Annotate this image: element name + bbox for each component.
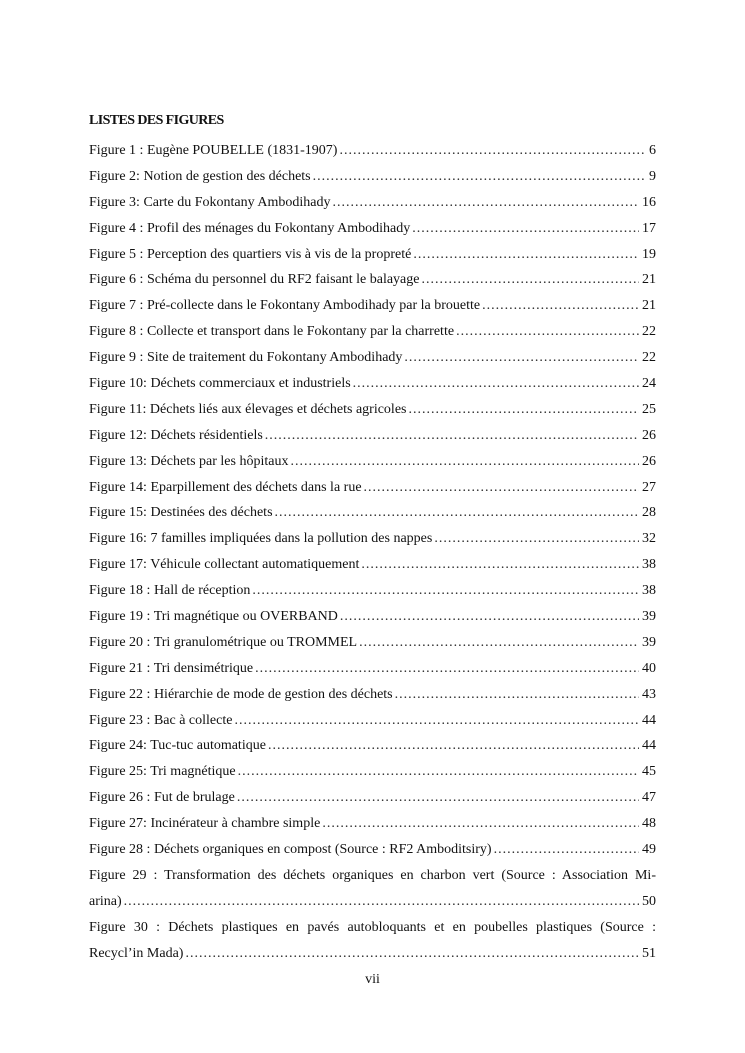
dot-leader — [265, 423, 639, 449]
dot-leader — [275, 500, 639, 526]
dot-leader — [252, 578, 639, 604]
figure-title: Figure 2: Notion de gestion des déchets — [89, 168, 311, 184]
figure-title: Figure 26 : Fut de brulage — [89, 790, 235, 806]
figure-entry[interactable] — [89, 423, 656, 449]
figure-title: Figure 7 : Pré-collecte dans le Fokontany Ambodihady par la brouette — [89, 298, 481, 314]
figure-entry[interactable] — [89, 449, 656, 475]
dot-leader — [421, 267, 639, 293]
dot-leader — [361, 552, 639, 578]
figure-entry[interactable] — [89, 242, 656, 268]
figure-title: Figure 12: Déchets résidentiels — [89, 427, 263, 443]
figure-entry[interactable] — [89, 837, 656, 863]
figure-entry[interactable] — [89, 293, 656, 319]
figure-entry[interactable] — [89, 138, 656, 164]
dot-leader — [494, 837, 639, 863]
figure-title: Figure 5 : Perception des quartiers vis à vis de la propreté — [89, 246, 412, 262]
figure-title: Figure 25: Tri magnétique — [89, 764, 236, 780]
figure-entry[interactable] — [89, 811, 656, 837]
figure-entry[interactable] — [89, 733, 656, 759]
figure-page-number: 28 — [642, 505, 656, 521]
figure-title: Figure 18 : Hall de réception — [89, 583, 251, 599]
figure-entry[interactable] — [89, 164, 656, 190]
figure-page-number: 38 — [642, 557, 656, 573]
figure-page-number: 9 — [649, 168, 656, 184]
dot-leader — [395, 682, 639, 708]
figure-entry-wrapped[interactable] — [89, 915, 656, 967]
dot-leader — [237, 785, 639, 811]
figure-page-number: 6 — [649, 143, 656, 158]
dot-leader — [255, 656, 639, 682]
dot-leader — [340, 604, 639, 630]
figure-page-number: 50 — [642, 893, 656, 909]
figure-page-number: 27 — [642, 479, 656, 495]
figure-page-number: 39 — [642, 609, 656, 625]
figure-entry[interactable] — [89, 345, 656, 371]
dot-leader — [290, 449, 639, 475]
figure-entry[interactable] — [89, 630, 656, 656]
figure-page-number: 25 — [642, 401, 656, 417]
figure-title: Figure 10: Déchets commerciaux et industriels — [89, 376, 351, 392]
list-of-figures-heading: LISTES DES FIGURES — [89, 113, 224, 128]
figure-page-number: 40 — [642, 660, 656, 676]
dot-leader — [339, 138, 646, 164]
dot-leader — [234, 708, 639, 734]
figure-title: Figure 24: Tuc-tuc automatique — [89, 738, 266, 754]
figure-entry[interactable] — [89, 267, 656, 293]
figure-title: Figure 4 : Profil des ménages du Fokontany Ambodihady — [89, 220, 411, 236]
figure-page-number: 32 — [642, 531, 656, 547]
figure-title: Figure 11: Déchets liés aux élevages et déchets agricoles — [89, 401, 407, 417]
figure-title: Figure 28 : Déchets organiques en compost (Source : RF2 Amboditsiry) — [89, 842, 492, 858]
figure-entry[interactable] — [89, 708, 656, 734]
figure-entry[interactable] — [89, 785, 656, 811]
figure-page-number: 47 — [642, 790, 656, 806]
figure-title: Figure 20 : Tri granulométrique ou TROMMEL — [89, 634, 358, 650]
figure-title: Figure 6 : Schéma du personnel du RF2 faisant le balayage — [89, 272, 420, 288]
figure-title: Figure 15: Destinées des déchets — [89, 505, 273, 521]
dot-leader — [313, 164, 646, 190]
figure-entry[interactable] — [89, 552, 656, 578]
page-footer-number: vii — [365, 972, 380, 987]
figure-entry[interactable] — [89, 190, 656, 216]
dot-leader — [364, 475, 639, 501]
figure-entry[interactable] — [89, 371, 656, 397]
figure-title-line1: Figure 30 : Déchets plastiques en pavés autobloquants et en poubelles plastiques (Source : — [89, 919, 656, 935]
figure-entry[interactable] — [89, 500, 656, 526]
dot-leader — [434, 526, 639, 552]
figure-entry[interactable] — [89, 319, 656, 345]
figure-entry[interactable] — [89, 578, 656, 604]
figure-title: Figure 27: Incinérateur à chambre simple — [89, 816, 321, 832]
figure-title: Figure 3: Carte du Fokontany Ambodihady — [89, 194, 331, 210]
dot-leader — [456, 319, 639, 345]
figure-title: Figure 8 : Collecte et transport dans le Fokontany par la charrette — [89, 324, 455, 340]
figure-entry[interactable] — [89, 656, 656, 682]
dot-leader — [268, 733, 639, 759]
figure-entry[interactable] — [89, 475, 656, 501]
figure-page-number: 48 — [642, 816, 656, 832]
figure-entry[interactable] — [89, 397, 656, 423]
figure-page-number: 26 — [642, 427, 656, 443]
figure-title: Figure 22 : Hiérarchie de mode de gestion des déchets — [89, 686, 393, 702]
figure-title-line2-row — [89, 889, 656, 915]
dot-leader — [412, 216, 639, 242]
figure-page-number: 22 — [642, 350, 656, 366]
figures-list — [89, 138, 656, 967]
figure-page-number: 24 — [642, 376, 656, 392]
dot-leader — [322, 811, 639, 837]
figure-entry[interactable] — [89, 604, 656, 630]
figure-page-number: 44 — [642, 712, 656, 728]
figure-title-line2: arina) — [89, 893, 122, 909]
dot-leader — [353, 371, 639, 397]
dot-leader — [238, 759, 639, 785]
figure-page-number: 43 — [642, 686, 656, 702]
figure-entry[interactable] — [89, 216, 656, 242]
figure-page-number: 38 — [642, 583, 656, 599]
figure-page-number: 21 — [642, 272, 656, 288]
figure-entry-wrapped[interactable] — [89, 863, 656, 915]
figure-title-line2-row — [89, 941, 656, 967]
figure-title: Figure 14: Eparpillement des déchets dans la rue — [89, 479, 362, 495]
figure-page-number: 51 — [642, 945, 656, 961]
figure-entry[interactable] — [89, 682, 656, 708]
figure-page-number: 44 — [642, 738, 656, 754]
figure-title: Figure 23 : Bac à collecte — [89, 712, 233, 728]
dot-leader — [332, 190, 639, 216]
dot-leader — [404, 345, 639, 371]
figure-entry[interactable] — [89, 526, 656, 552]
figure-title: Figure 9 : Site de traitement du Fokontany Ambodihady — [89, 350, 403, 366]
figure-page-number: 19 — [642, 246, 656, 262]
figure-page-number: 16 — [642, 194, 656, 210]
figure-page-number: 26 — [642, 453, 656, 469]
dot-leader — [124, 889, 639, 915]
figure-page-number: 45 — [642, 764, 656, 780]
figure-title-line2: Recycl’in Mada) — [89, 945, 184, 961]
figure-page-number: 39 — [642, 634, 656, 650]
dot-leader — [185, 941, 639, 967]
figure-title: Figure 21 : Tri densimétrique — [89, 660, 254, 676]
dot-leader — [408, 397, 639, 423]
figure-page-number: 49 — [642, 842, 656, 858]
figure-page-number: 21 — [642, 298, 656, 314]
dot-leader — [413, 242, 639, 268]
figure-page-number: 22 — [642, 324, 656, 340]
figure-title: Figure 16: 7 familles impliquées dans la pollution des nappes — [89, 531, 433, 547]
figure-title-line1: Figure 29 : Transformation des déchets organiques en charbon vert (Source : Association Mi- — [89, 867, 656, 883]
dot-leader — [359, 630, 639, 656]
dot-leader — [482, 293, 639, 319]
figure-title: Figure 19 : Tri magnétique ou OVERBAND — [89, 609, 338, 625]
figure-title: Figure 1 : Eugène POUBELLE (1831-1907) — [89, 143, 338, 158]
figure-entry[interactable] — [89, 759, 656, 785]
figure-title: Figure 17: Véhicule collectant automatiquement — [89, 557, 360, 573]
figure-title: Figure 13: Déchets par les hôpitaux — [89, 453, 289, 469]
figure-page-number: 17 — [642, 220, 656, 236]
